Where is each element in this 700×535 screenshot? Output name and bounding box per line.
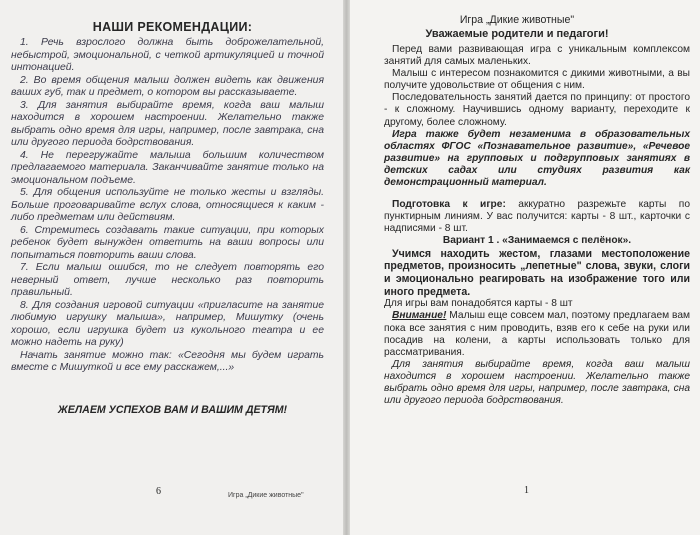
preparation-label: Подготовка к игре: (392, 199, 506, 211)
book-spine (343, 0, 350, 535)
preparation-paragraph (384, 199, 690, 235)
intro-paragraph: Малыш с интересом познакомится с дикими животными, а вы получите удовольствие от общения с ним. (384, 68, 690, 92)
recommendation-item: 8. Для создания игровой ситуации «пригласите на занятие любимую игрушку малыша», например, Мишутку (очень хорошо, если игрушка будет из кукольного театра и ее можно надеть на руку) (11, 299, 324, 348)
recommendations-title: НАШИ РЕКОМЕНДАЦИИ: (92, 20, 253, 34)
preparation-text: аккуратно разрежьте карты по пунктирным линиям. У вас получится: карты - 8 шт., карточки с надписями - 8 шт. (384, 199, 690, 235)
right-body (384, 44, 690, 407)
closing-paragraph: Для занятия выбирайте время, когда ваш малыш находится в хорошем настроении. Желательно также выбрать одно время для игры, например, после завтрака, сна или другого периода бодрствования. (384, 358, 690, 407)
recommendation-item: 5. Для общения используйте не только жесты и взгляды. Больше проговаривайте вслух слова, относящиеся к каким - либо предметам или действиям. (11, 187, 324, 223)
recommendation-item: Начать занятие можно так: «Сегодня мы будем играть вместе с Мишуткой и все ему расскажем,...» (11, 349, 324, 373)
greeting: Уважаемые родители и педагоги! (425, 27, 609, 40)
right-header (348, 14, 686, 41)
attention-text: Малыш еще совсем мал, поэтому предлагаем вам пока все занятия с ним проводить, взяв его к себе на руки или посадив на колени, а карты использовать только для рассматривания. (384, 310, 690, 358)
cards-needed: Для игры вам понадобятся карты - 8 шт (384, 298, 573, 310)
wish-text: ЖЕЛАЕМ УСПЕХОВ ВАМ И ВАШИМ ДЕТЯМ! (57, 404, 288, 416)
recommendation-item: 3. Для занятия выбирайте время, когда ваш малыш находится в хорошем настроении. Желательно также выбрать одно время для игры, например, после завтрака, сна или другого периода бодрствования. (11, 99, 324, 148)
variant-title: Вариант 1 . «Занимаемся с пелёнок». (442, 235, 632, 247)
recommendation-item: 7. Если малыш ошибся, то не следует повторять его неверный ответ, лучше несколько раз повторить правильный. (11, 262, 324, 298)
page-number-right: 1 (524, 485, 529, 496)
footer-game-title: Игра „Дикие животные" (228, 492, 304, 499)
variant-description: Учимся находить жестом, глазами местоположение предметов, произносить „лепетные" слова, звуки, слоги и эмоционально реагировать на изображение того или иного предмета. (384, 247, 690, 298)
fgos-paragraph: Игра также будет незаменима в образовательных областях ФГОС «Познавательное развитие», «Речевое развитие» на групповых и подгрупповых занятиях в детских садах или студиях развития как демонстрационный материал. (384, 128, 690, 189)
recommendation-item: 4. Не перегружайте малыша большим количеством предлагаемого материала. Заканчивайте занятие только на эмоциональном подъеме. (11, 149, 324, 186)
page-number-left: 6 (156, 486, 161, 497)
recommendation-item: 2. Во время общения малыш должен видеть как движения ваших губ, так и предмет, о котором вы рассказываете. (11, 74, 324, 98)
recommendation-item: 6. Стремитесь создавать такие ситуации, при которых ребенок будет вынужден ответить на ваши вопросы или попытаться повторить ваши слова. (11, 224, 324, 261)
recommendation-item: 1. Речь взрослого должна быть доброжелательной, небыстрой, эмоциональной, с четкой артикуляцией и точной интонацией. (11, 37, 324, 73)
attention-label: Внимание! (392, 310, 447, 322)
attention-paragraph (384, 310, 690, 358)
intro-paragraph: Перед вами развивающая игра с уникальным комплексом занятий для самых маленьких. (384, 44, 690, 68)
recommendations-list (11, 37, 324, 375)
intro-paragraph: Последовательность занятий дается по принципу: от простого - к сложному. Научившись одному варианту, переходите к другому, более сложному. (384, 92, 690, 128)
game-title: Игра „Дикие животные" (459, 14, 575, 26)
